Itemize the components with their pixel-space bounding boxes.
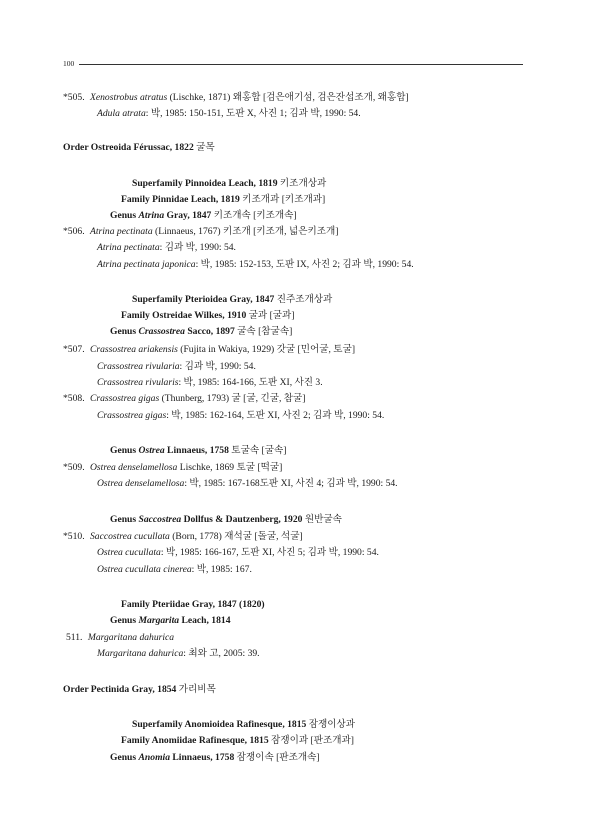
species-entry-511: [66, 632, 174, 644]
superfamily-korean: 잠쟁이상과: [306, 719, 356, 730]
genus-korean: 굴속 [참굴속]: [234, 326, 293, 337]
synonym-line: [97, 377, 323, 389]
species-name: Ostrea denselamellosa: [90, 462, 178, 473]
order-heading-ostreoida: [63, 142, 215, 154]
synonym-line: [97, 410, 384, 422]
genus-korean: 잠쟁이속 [판조개속]: [234, 752, 320, 763]
genus-authority: Leach, 1814: [179, 615, 231, 626]
genus-name: Crassostrea: [138, 326, 185, 337]
superfamily-name: Superfamily Pinnoidea Leach, 1819: [132, 178, 278, 189]
synonym-name: Crassostrea rivularia: [97, 361, 180, 372]
synonym-line: [97, 547, 379, 559]
synonym-citation: : 박, 1985: 152-153, 도판 IX, 사진 2; 김과 박, 1990: 54.: [195, 259, 414, 270]
synonym-name: Ostrea cucullata: [97, 547, 161, 558]
genus-label: Genus: [110, 752, 139, 763]
family-heading-anomiidae: [121, 735, 354, 747]
superfamily-name: Superfamily Pterioidea Gray, 1847: [132, 294, 275, 305]
synonym-name: Margaritana dahurica: [97, 648, 184, 659]
species-entry-506: [63, 226, 339, 238]
entry-number: *509.: [63, 462, 85, 473]
genus-name: Saccostrea: [138, 514, 182, 525]
synonym-citation: : 최와 고, 2005: 39.: [183, 648, 260, 659]
genus-heading-saccostrea: [110, 514, 342, 526]
genus-authority: Sacco, 1897: [184, 326, 235, 337]
species-details: (Lischke, 1871) 왜홍합 [검은애기섬, 검은잔섭조개, 왜홍합]: [167, 92, 409, 103]
species-name: Crassostrea gigas: [90, 393, 160, 404]
genus-label: Genus: [110, 326, 139, 337]
entry-number: *508.: [63, 393, 85, 404]
page-header: [63, 59, 523, 71]
synonym-citation: : 박, 1985: 164-166, 도판 XI, 사진 3.: [178, 377, 323, 388]
synonym-line: [97, 648, 260, 660]
order-korean: 굴목: [193, 142, 215, 153]
entry-number: *507.: [63, 344, 85, 355]
genus-name: Anomia: [138, 752, 170, 763]
synonym-citation: : 김과 박, 1990: 54.: [159, 242, 236, 253]
family-korean: 굴과 [굴과]: [246, 310, 295, 321]
order-name: Order Pectinida Gray, 1854: [63, 684, 177, 695]
genus-heading-ostrea: [110, 445, 286, 457]
genus-korean: 키조개속 [키조개속]: [211, 210, 297, 221]
species-entry-510: [63, 531, 303, 543]
entry-number: *510.: [63, 531, 85, 542]
synonym-line: [97, 478, 398, 490]
species-entry-507: [63, 344, 355, 356]
synonym-line: [97, 108, 361, 120]
page-number: 100: [63, 59, 75, 68]
superfamily-heading-pterioidea: [132, 294, 332, 306]
family-heading-pinnidae: [121, 194, 325, 206]
synonym-name: Crassostrea rivularis: [97, 377, 179, 388]
genus-label: Genus: [110, 445, 139, 456]
superfamily-name: Superfamily Anomioidea Rafinesque, 1815: [132, 719, 307, 730]
species-details: (Linnaeus, 1767) 키조개 [키조개, 넓은키조개]: [152, 226, 339, 237]
genus-authority: Linnaeus, 1758: [170, 752, 235, 763]
synonym-name: Adula atrata: [97, 108, 146, 119]
genus-authority: Gray, 1847: [164, 210, 212, 221]
synonym-citation: : 김과 박, 1990: 54.: [179, 361, 256, 372]
family-name: Family Pteriidae Gray, 1847 (1820): [121, 599, 265, 610]
species-name: Margaritana dahurica: [87, 632, 175, 643]
synonym-name: Atrina pectinata japonica: [97, 259, 196, 270]
genus-korean: 토굴속 [굴속]: [228, 445, 287, 456]
genus-heading-atrina: [110, 210, 297, 222]
genus-authority: Linnaeus, 1758: [164, 445, 229, 456]
entry-number: *506.: [63, 226, 85, 237]
superfamily-heading-pinnoidea: [132, 178, 326, 190]
genus-label: Genus: [110, 615, 139, 626]
entry-number: 511.: [66, 632, 83, 643]
synonym-line: [97, 259, 414, 271]
order-name: Order Ostreoida Férussac, 1822: [63, 142, 194, 153]
species-details: (Fujita in Wakiya, 1929) 갓굴 [민어굴, 토굴]: [177, 344, 356, 355]
family-heading-ostreidae: [121, 310, 295, 322]
genus-heading-margarita: [110, 615, 231, 627]
genus-heading-anomia: [110, 752, 320, 764]
synonym-line: [97, 564, 252, 576]
genus-korean: 원반굴속: [302, 514, 342, 525]
superfamily-korean: 진주조개상과: [274, 294, 333, 305]
species-details: (Thunberg, 1793) 굴 [굴, 긴굴, 참굴]: [159, 393, 306, 404]
family-name: Family Anomiidae Rafinesque, 1815: [121, 735, 269, 746]
family-korean: 키조개과 [키조개과]: [239, 194, 326, 205]
order-heading-pectinida: [63, 684, 216, 696]
synonym-citation: : 박, 1985: 162-164, 도판 XI, 사진 2; 김과 박, 1990: 54.: [166, 410, 385, 421]
family-korean: 잠쟁이과 [판조개과]: [268, 735, 354, 746]
genus-heading-crassostrea: [110, 326, 292, 338]
synonym-line: [97, 242, 236, 254]
synonym-name: Crassostrea gigas: [97, 410, 167, 421]
synonym-citation: : 박, 1985: 167.: [191, 564, 252, 575]
synonym-citation: : 박, 1985: 150-151, 도판 X, 사진 1; 김과 박, 1990: 54.: [145, 108, 361, 119]
genus-name: Margarita: [138, 615, 180, 626]
synonym-name: Ostrea denselamellosa: [97, 478, 185, 489]
family-name: Family Ostreidae Wilkes, 1910: [121, 310, 247, 321]
genus-authority: Dollfus & Dautzenberg, 1920: [181, 514, 303, 525]
header-rule: [79, 64, 523, 65]
superfamily-heading-anomioidea: [132, 719, 355, 731]
entry-number: *505.: [63, 92, 85, 103]
synonym-name: Ostrea cucullata cinerea: [97, 564, 192, 575]
species-details: (Born, 1778) 재석굴 [돌굴, 석굴]: [169, 531, 303, 542]
species-name: Saccostrea cucullata: [90, 531, 170, 542]
order-korean: 가리비목: [176, 684, 216, 695]
species-entry-508: [63, 393, 306, 405]
species-name: Crassostrea ariakensis: [90, 344, 178, 355]
species-name: Xenostrobus atratus: [90, 92, 168, 103]
family-name: Family Pinnidae Leach, 1819: [121, 194, 240, 205]
genus-label: Genus: [110, 210, 139, 221]
superfamily-korean: 키조개상과: [277, 178, 327, 189]
species-entry-509: [63, 462, 282, 474]
synonym-citation: : 박, 1985: 166-167, 도판 XI, 사진 5; 김과 박, 1990: 54.: [160, 547, 379, 558]
species-name: Atrina pectinata: [90, 226, 153, 237]
family-heading-pteriidae: [121, 599, 265, 611]
species-details: Lischke, 1869 토굴 [떡굴]: [177, 462, 283, 473]
synonym-name: Atrina pectinata: [97, 242, 160, 253]
genus-name: Atrina: [138, 210, 165, 221]
synonym-citation: : 박, 1985: 167-168도판 XI, 사진 4; 김과 박, 1990: 54.: [184, 478, 398, 489]
genus-name: Ostrea: [138, 445, 165, 456]
synonym-line: [97, 361, 256, 373]
genus-label: Genus: [110, 514, 139, 525]
species-entry-505: [63, 92, 409, 104]
